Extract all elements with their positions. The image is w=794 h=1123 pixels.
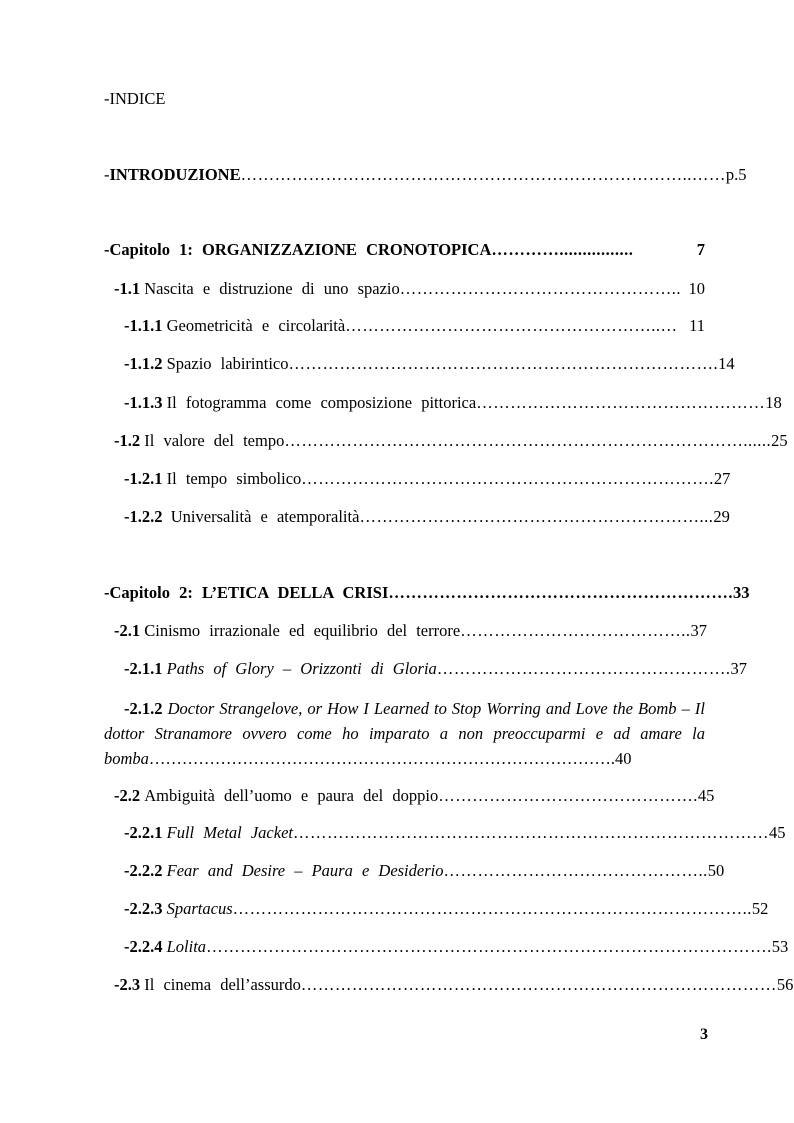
entry-leader: ………………………………………………………………………… [293,823,769,842]
entry-leader: ………………………………………………………………………...... [284,431,772,450]
entry-number: -1.2.1 [124,469,163,488]
toc-entry-2-2-4 [124,937,789,957]
entry-number: -2.2 [114,786,141,805]
entry-page: 29 [713,507,730,526]
entry-leader: ………………………………………….. [399,279,681,298]
entry-title: Nascita e distruzione di uno spazio [144,279,400,298]
entry-number: -2.3 [114,975,141,994]
page-number: 3 [700,1026,708,1043]
entry-title: INTRODUZIONE [109,165,241,184]
toc-entry-1-1-1 [124,316,705,336]
entry-title: Lolita [166,937,207,956]
entry-page: 10 [688,279,705,298]
entry-title: Geometricità e circolarità [166,316,346,335]
entry-page: 56 [776,975,794,994]
toc-entry-1-1-3 [124,393,782,413]
entry-title: Ambiguità dell’uomo e paura del doppio [144,786,439,805]
entry-page: 14 [718,354,735,373]
toc-entry-2-1 [114,621,705,641]
entry-number: -1.2 [114,431,141,450]
entry-page: 45 [697,786,715,805]
entry-leader: …………………………………………… [476,393,766,412]
entry-number: -2.2.2 [124,861,163,880]
entry-leader: ……………………………………………. [436,659,731,678]
toc-entry-chapter-1 [104,240,705,260]
entry-title: Il valore del tempo [144,431,285,450]
entry-number: -2.2.1 [124,823,163,842]
entry-page: 33 [733,583,750,602]
entry-page: 37 [690,621,707,640]
toc-entry-2-1-1 [124,659,747,679]
toc-entry-1-1 [114,279,705,299]
entry-leader: ………………………………….. [460,621,691,640]
entry-number: -2.1.2 [124,699,163,718]
entry-title: Spartacus [166,899,233,918]
toc-heading: -INDICE [104,89,166,108]
entry-page: 53 [771,937,789,956]
entry-title: Cinismo irrazionale ed equilibrio del terrore [144,621,461,640]
entry-number: -1.1.3 [124,393,163,412]
entry-page: 40 [615,749,632,768]
toc-entry-1-2 [114,431,788,451]
entry-leader: …………................ [491,240,634,259]
entry-leader: ……………………………………………………. [388,583,733,602]
entry-title: Il tempo simbolico [166,469,302,488]
entry-number: -1.2.2 [124,507,163,526]
entry-leader: ……………………………………………………... [359,507,714,526]
entry-leader: ………………………………………………………………………… [300,975,777,994]
toc-entry-2-1-2 [104,696,705,771]
toc-entry-introduction: - INTRODUZIONE ……………………………………………………………………..…… p.5 [104,165,747,184]
entry-leader: …………………………………………………………………………. [148,749,616,768]
entry-title: Doctor Strangelove, or How I Learned to Stop Worring and Love the Bomb – Il dottor Stranamore ovvero come ho imparato a non preoccuparmi e ad amare la bomba [104,699,705,768]
entry-page: 7 [696,240,705,259]
entry-number: -2.2.3 [124,899,163,918]
entry-title: Spazio labirintico [166,354,289,373]
entry-leader: ………………………………………………………………. [301,469,714,488]
toc-entry-2-2-2 [124,861,725,881]
entry-page: 45 [769,823,786,842]
entry-page: 18 [765,393,782,412]
entry-leader: ………………………………………………..… [345,316,678,335]
entry-page: 25 [771,431,788,450]
toc-entry-2-2 [114,786,715,806]
toc-entry-2-2-3 [124,899,769,919]
entry-title: Fear and Desire – Paura e Desiderio [166,861,444,880]
entry-number: -2.2.4 [124,937,163,956]
entry-page: 37 [730,659,747,678]
entry-number: -1.1 [114,279,141,298]
entry-title: Universalità e atemporalità [170,507,360,526]
entry-number: -1.1.1 [124,316,163,335]
entry-page: 52 [751,899,769,918]
entry-title: Il cinema dell’assurdo [144,975,301,994]
entry-page: 27 [713,469,731,488]
toc-entry-1-1-2 [124,354,735,374]
entry-title: Paths of Glory – Orizzonti di Gloria [166,659,437,678]
toc-entry-1-2-1 [124,469,731,489]
entry-number: -1.1.2 [124,354,163,373]
entry-leader: ………………………………………. [438,786,698,805]
entry-title: Il fotogramma come composizione pittorica [166,393,477,412]
toc-entry-2-2-1 [124,823,786,843]
toc-entry-1-2-2 [124,507,730,527]
entry-leader: ……………………………………………………………………..…… [240,165,726,184]
entry-leader: ……………………………………….. [443,861,708,880]
entry-title: Full Metal Jacket [166,823,293,842]
entry-page: 11 [689,316,705,335]
entry-leader: ………………………………………………………………………………………. [206,937,772,956]
entry-leader: ……………………………………………………………………………….. [232,899,752,918]
entry-title: -Capitolo 1: ORGANIZZAZIONE CRONOTOPICA [104,240,492,259]
entry-page: 50 [707,861,725,880]
toc-entry-chapter-2 [104,583,750,603]
entry-leader: …………………………………………………………………. [288,354,719,373]
entry-title: -Capitolo 2: L’ETICA DELLA CRISI [104,583,389,602]
toc-entry-2-3 [114,975,794,995]
entry-page: p.5 [725,165,747,184]
entry-number: -2.1 [114,621,141,640]
entry-number: -2.1.1 [124,659,163,678]
